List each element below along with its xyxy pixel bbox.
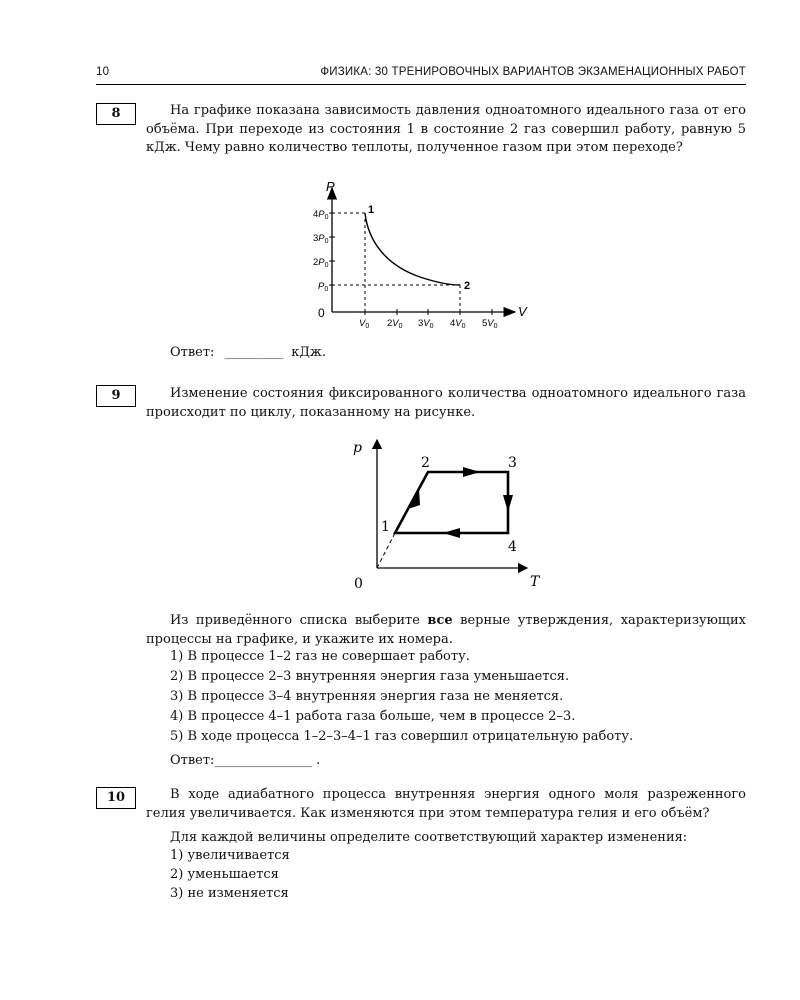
point-4: 4 [508, 539, 517, 555]
task-9-answer [170, 752, 320, 770]
answer-label: Ответ: [170, 345, 215, 360]
x-tick-3v0: $3V_0$ [418, 318, 434, 330]
task-10-text: В ходе адиабатного процесса внутренняя энергия одного моля разреженного гелия увеличивается. Как изменяются при этом температура гелия и его объём? [146, 787, 746, 821]
arrow-2-3 [463, 467, 480, 477]
option-1: 1) В процессе 1–2 газ не совершает работу. [170, 649, 470, 664]
point-2: 2 [421, 455, 430, 471]
task-number-10: 10 [96, 787, 136, 809]
option-4: 4) В процессе 4–1 работа газа больше, чем в процессе 2–3. [170, 709, 576, 724]
option-1: 1) увеличивается [170, 848, 290, 863]
answer-label: Ответ: [170, 753, 215, 768]
y-axis-label: p [353, 440, 362, 456]
arrow-4-1 [443, 528, 460, 538]
prompt-text: верные утверждения, характеризующих процессы на графике, и укажите их номера. [146, 613, 746, 647]
origin-label: 0 [318, 306, 325, 320]
y-tick-p0: $P_0$ [318, 281, 329, 293]
y-tick-2p0: $2P_0$ [313, 257, 329, 269]
x-tick-4v0: $4V_0$ [450, 318, 466, 330]
point-3: 3 [508, 455, 517, 471]
task-9-text: Изменение состояния фиксированного количества одноатомного идеального газа происходит по циклу, показанному на рисунке. [146, 386, 746, 420]
y-axis-label: P [326, 179, 335, 194]
page-number: 10 [96, 66, 110, 78]
task-number-8: 8 [96, 103, 136, 125]
option-5: 5) В ходе процесса 1–2–3–4–1 газ совершил отрицательную работу. [170, 729, 634, 744]
x-axis-label: T [530, 574, 540, 590]
arrow-3-4 [503, 495, 513, 512]
answer-field-8[interactable]: _________ [224, 345, 284, 360]
prompt-bold: все [427, 613, 453, 628]
arrow-1-2 [408, 489, 420, 509]
task-9-prompt [146, 612, 746, 649]
x-axis-label: V [518, 304, 527, 319]
option-2: 2) В процессе 2–3 внутренняя энергия газа уменьшается. [170, 669, 570, 684]
task-10-instruction: Для каждой величины определите соответствующий характер изменения: [170, 830, 688, 845]
running-header: ФИЗИКА: 30 ТРЕНИРОВОЧНЫХ ВАРИАНТОВ ЭКЗАМЕНАЦИОННЫХ РАБОТ [320, 66, 746, 78]
x-tick-5v0: $5V_0$ [482, 318, 498, 330]
point-2: 2 [464, 280, 471, 292]
x-tick-v0: $V_0$ [359, 318, 370, 330]
point-1: 1 [368, 204, 375, 216]
task-8-text: На графике показана зависимость давления одноатомного идеального газа от его объёма. При переходе из состояния 1 в состояние 2 газ совершил работу, равную 5 кДж. Чему равно количество теплоты, полученное газом при этом переходе? [146, 103, 746, 155]
option-2: 2) уменьшается [170, 867, 279, 882]
prompt-text: Из приведённого списка выберите [170, 613, 428, 628]
option-3: 3) В процессе 3–4 внутренняя энергия газа не меняется. [170, 689, 564, 704]
y-tick-4p0: $4P_0$ [313, 209, 329, 221]
y-tick-3p0: $3P_0$ [313, 233, 329, 245]
x-tick-2v0: $2V_0$ [387, 318, 403, 330]
option-3: 3) не изменяется [170, 886, 289, 901]
answer-field-9[interactable]: _______________ . [214, 753, 321, 768]
extension-dashed [377, 533, 395, 568]
origin-label: 0 [354, 576, 363, 592]
answer-unit: кДж. [291, 345, 327, 360]
point-1: 1 [381, 519, 390, 535]
task-number-9: 9 [96, 385, 136, 407]
